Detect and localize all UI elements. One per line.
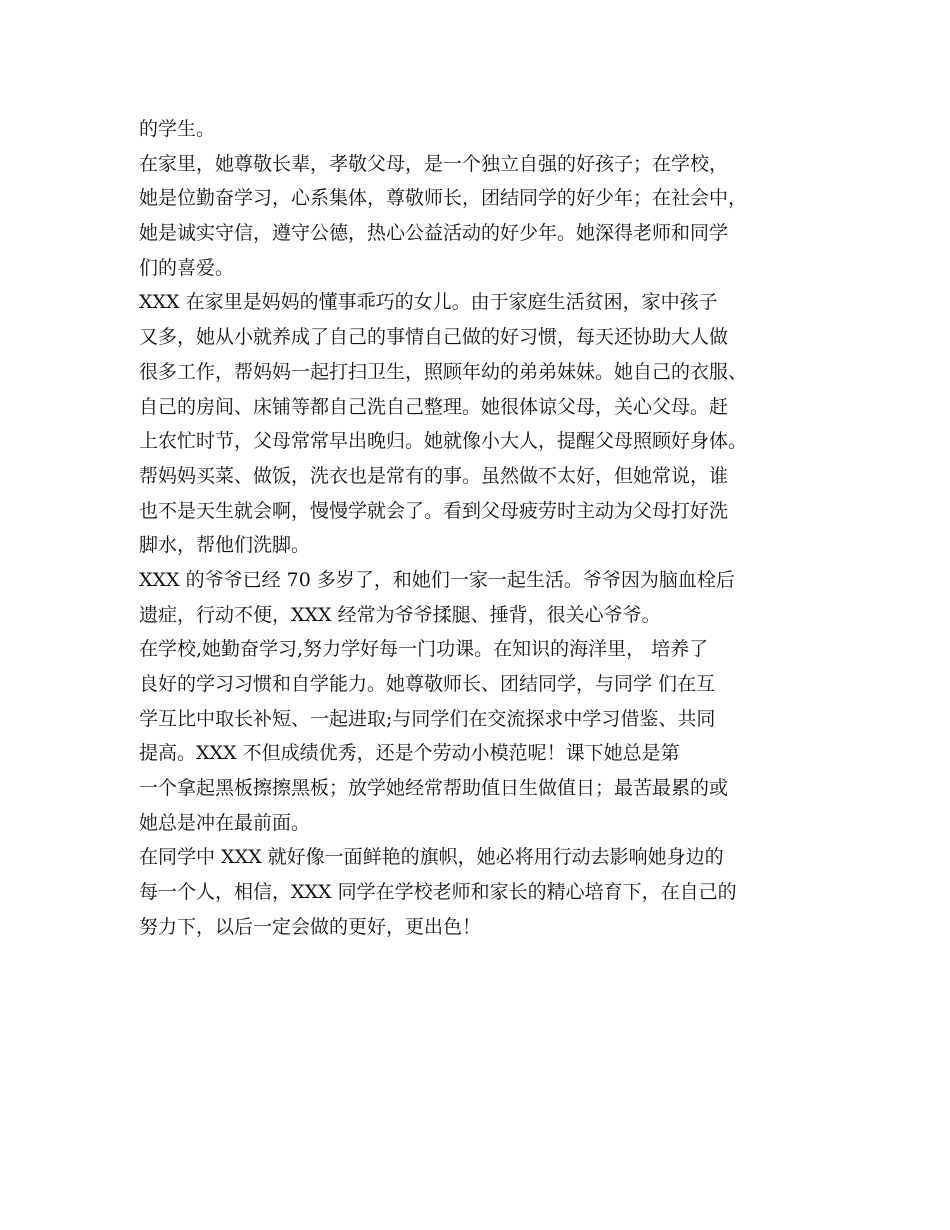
text-line: 学互比中取长补短、一起进取;与同学们在交流探求中学习借鉴、共同 xyxy=(139,707,716,730)
text-line: 又多，她从小就养成了自己的事情自己做的好习惯，每天还协助大人做 xyxy=(139,326,729,349)
text-line: 她是诚实守信，遵守公德，热心公益活动的好少年。她深得老师和同学 xyxy=(139,222,729,245)
text-line: 上农忙时节，父母常常早出晚归。她就像小大人，提醒父母照顾好身体。 xyxy=(139,430,748,453)
text-line: 自己的房间、床铺等都自己洗自己整理。她很体谅父母，关心父母。赶 xyxy=(139,395,729,418)
text-line: 遗症，行动不便，XXX 经常为爷爷揉腿、捶背，很关心爷爷。 xyxy=(139,603,661,626)
text-line: 帮妈妈买菜、做饭，洗衣也是常有的事。虽然做不太好，但她常说，谁 xyxy=(139,464,729,487)
text-line: 们的喜爱。 xyxy=(139,256,235,279)
text-line: 一个拿起黑板擦擦黑板；放学她经常帮助值日生做值日；最苦最累的或 xyxy=(139,777,729,800)
text-line: 每一个人，相信，XXX 同学在学校老师和家长的精心培育下，在自己的 xyxy=(139,881,737,904)
text-line: 很多工作，帮妈妈一起打扫卫生，照顾年幼的弟弟妹妹。她自己的衣服、 xyxy=(139,360,748,383)
text-line: 她总是冲在最前面。 xyxy=(139,811,311,834)
text-line: 在家里，她尊敬长辈，孝敬父母，是一个独立自强的好孩子；在学校， xyxy=(139,152,729,175)
text-line: 的学生。 xyxy=(139,118,216,140)
text-line: 提高。XXX 不但成绩优秀，还是个劳动小模范呢！课下她总是第 xyxy=(139,742,680,765)
document-body xyxy=(139,112,829,945)
text-line: 努力下，以后一定会做的更好，更出色！ xyxy=(139,915,482,938)
text-line: XXX 的爷爷已经 70 多岁了，和她们一家一起生活。爷爷因为脑血栓后 xyxy=(139,568,735,591)
text-line: 在学校,她勤奋学习,努力学好每一门功课。在知识的海洋里， 培养了 xyxy=(139,638,709,661)
text-line: 脚水，帮他们洗脚。 xyxy=(139,534,311,557)
text-line: XXX 在家里是妈妈的懂事乖巧的女儿。由于家庭生活贫困，家中孩子 xyxy=(139,291,718,314)
text-line: 她是位勤奋学习，心系集体，尊敬师长，团结同学的好少年；在社会中， xyxy=(139,187,748,210)
text-line: 良好的学习习惯和自学能力。她尊敬师长、团结同学，与同学 们在互 xyxy=(139,673,716,695)
text-line: 在同学中 XXX 就好像一面鲜艳的旗帜，她必将用行动去影响她身边的 xyxy=(139,846,724,869)
text-line: 也不是天生就会啊，慢慢学就会了。看到父母疲劳时主动为父母打好洗 xyxy=(139,499,729,522)
